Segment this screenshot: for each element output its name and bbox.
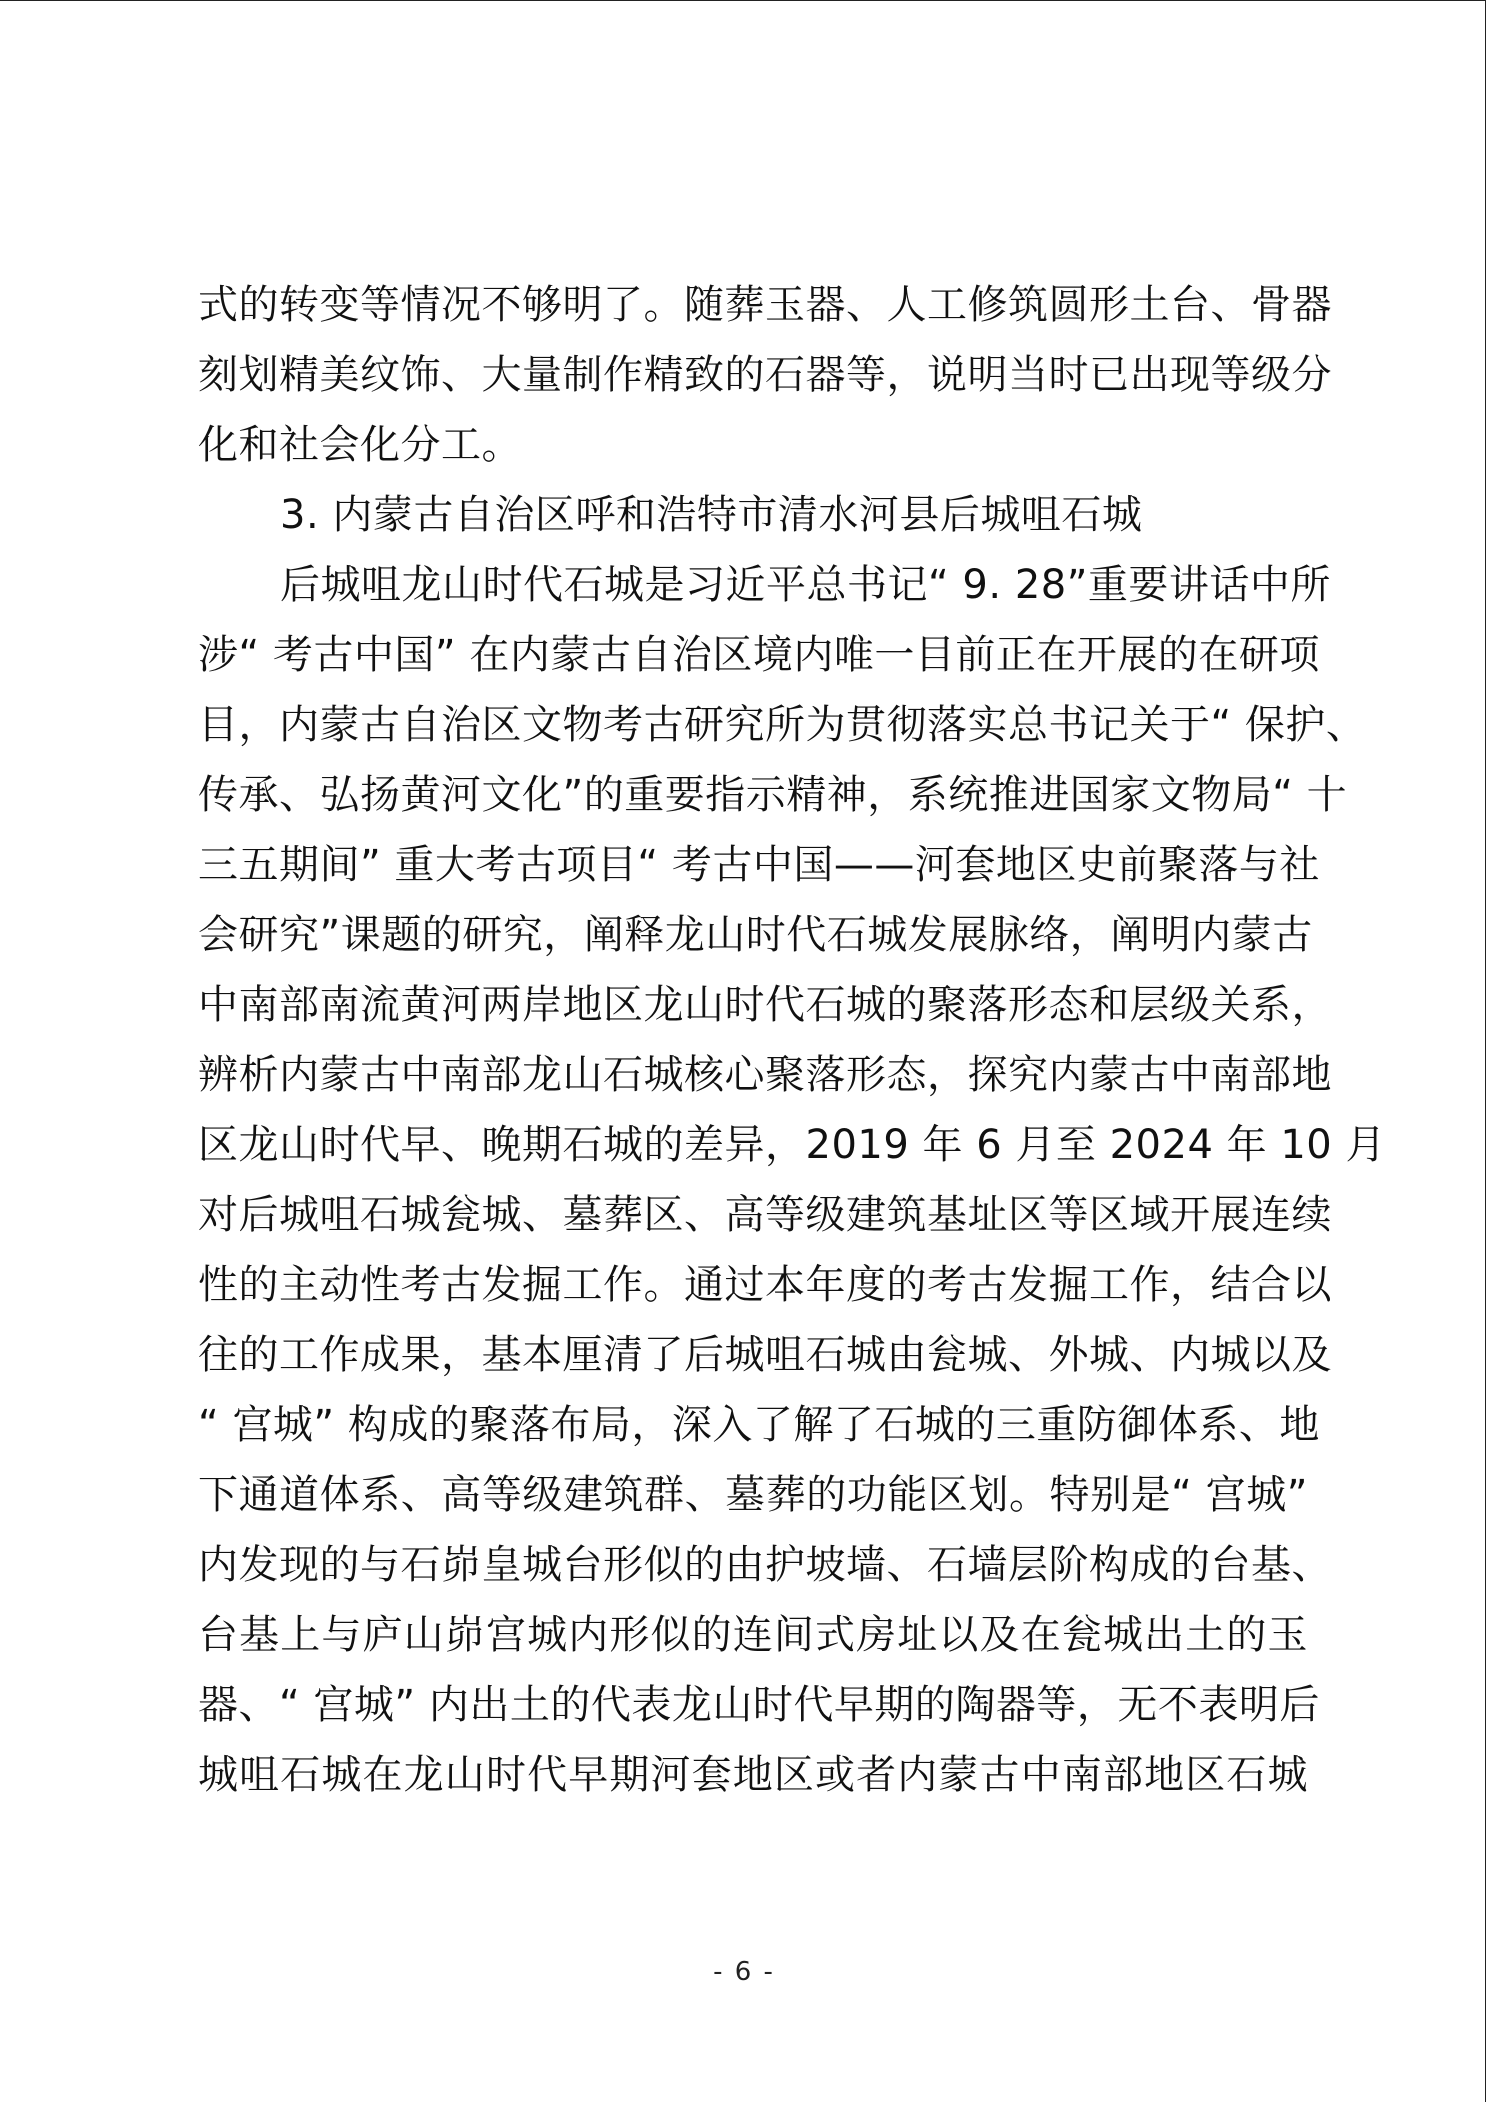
text-line: 器、“ 宫城” 内出土的代表龙山时代早期的陶器等，无不表明后 (198, 1682, 1320, 1728)
text-line: 下通道体系、高等级建筑群、墓葬的功能区划。特别是“ 宫城” (198, 1472, 1308, 1518)
text-line: 内发现的与石峁皇城台形似的由护坡墙、石墙层阶构成的台基、 (198, 1542, 1332, 1588)
page-number: - 6 - (713, 1957, 775, 1987)
text-line: 后城咀龙山时代石城是习近平总书记“ 9. 28”重要讲话中所 (280, 562, 1331, 608)
text-line: 辨析内蒙古中南部龙山石城核心聚落形态，探究内蒙古中南部地 (198, 1052, 1332, 1098)
text-line: 中南部南流黄河两岸地区龙山时代石城的聚落形态和层级关系， (198, 982, 1332, 1028)
text-line: 往的工作成果，基本厘清了后城咀石城由瓮城、外城、内城以及 (198, 1332, 1332, 1378)
text-line: 涉“ 考古中国” 在内蒙古自治区境内唯一目前正在开展的在研项 (198, 632, 1320, 678)
text-line: 传承、弘扬黄河文化”的重要指示精神，系统推进国家文物局“ 十 (198, 772, 1348, 818)
text-line: 刻划精美纹饰、大量制作精致的石器等，说明当时已出现等级分 (198, 352, 1332, 398)
text-line: 式的转变等情况不够明了。随葬玉器、人工修筑圆形土台、骨器 (198, 282, 1332, 328)
paragraph-houchengzui (198, 550, 1386, 1810)
text-line: 目，内蒙古自治区文物考古研究所为贯彻落实总书记关于“ 保护、 (198, 702, 1367, 748)
text-line: 会研究”课题的研究，阐释龙山时代石城发展脉络，阐明内蒙古 (198, 912, 1313, 958)
text-line: 区龙山时代早、晚期石城的差异，2019 年 6 月至 2024 年 10 月 (198, 1122, 1386, 1168)
section-heading: 3. 内蒙古自治区呼和浩特市清水河县后城咀石城 (280, 492, 1143, 538)
paragraph-continued (198, 270, 1332, 480)
text-line: 城咀石城在龙山时代早期河套地区或者内蒙古中南部地区石城 (198, 1752, 1308, 1798)
text-line: 台基上与庐山峁宫城内形似的连间式房址以及在瓮城出土的玉 (198, 1612, 1308, 1658)
text-line: 性的主动性考古发掘工作。通过本年度的考古发掘工作，结合以 (198, 1262, 1332, 1308)
text-line: 三五期间” 重大考古项目“ 考古中国——河套地区史前聚落与社 (198, 842, 1320, 888)
document-body (198, 270, 1386, 1810)
text-line: 化和社会化分工。 (198, 422, 522, 468)
text-line: “ 宫城” 构成的聚落布局，深入了解了石城的三重防御体系、地 (198, 1402, 1320, 1448)
text-line: 对后城咀石城瓮城、墓葬区、高等级建筑基址区等区域开展连续 (198, 1192, 1332, 1238)
